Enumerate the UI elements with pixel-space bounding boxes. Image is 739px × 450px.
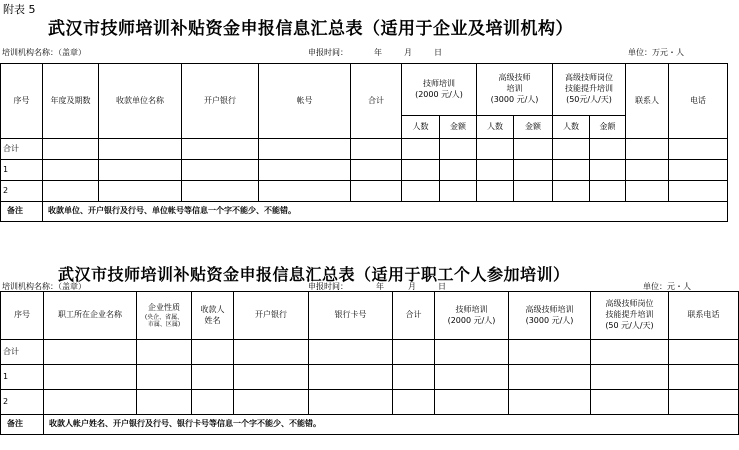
cell[interactable] [509,365,591,390]
cell[interactable] [669,365,739,390]
cell[interactable] [182,139,259,160]
cell[interactable] [99,181,182,202]
cell[interactable] [137,365,192,390]
cell[interactable] [590,160,626,181]
cell[interactable] [440,181,477,202]
table-row [1,365,739,390]
form2-row-label: 2 [1,390,44,415]
cell[interactable] [514,139,553,160]
cell[interactable] [477,139,514,160]
form2-skill-line3: (50 元/人/天) [605,320,654,330]
form2-technician-line2: (2000 元/人) [447,315,496,325]
form2-nature-line1: 企业性质 [148,302,180,312]
cell[interactable] [137,390,192,415]
cell[interactable] [99,139,182,160]
form2-day: 日 [438,282,446,291]
form1-header-bank: 开户银行 [182,64,259,139]
cell[interactable] [309,390,393,415]
cell[interactable] [553,160,590,181]
cell[interactable] [393,365,435,390]
form2-note-text: 收款人帐户姓名、开户银行及行号、银行卡号等信息一个字不能少、不能错。 [44,415,739,435]
form1-row-label: 合计 [1,139,43,160]
form2-header-senior [509,292,591,340]
form2-senior-line1: 高级技师培训 [525,304,574,314]
table-row [1,160,728,181]
cell[interactable] [626,139,669,160]
form1-header-senior [477,64,553,116]
form1-skill-count: 人数 [553,116,590,139]
cell[interactable] [234,365,309,390]
cell[interactable] [669,139,728,160]
cell[interactable] [234,340,309,365]
cell[interactable] [192,365,234,390]
cell[interactable] [435,340,509,365]
form2-skill-line2: 技能提升培训 [605,310,654,320]
form2-technician-line1: 技师培训 [455,304,488,314]
form2-header-card: 银行卡号 [309,292,393,340]
form2-title: 武汉市技师培训补贴资金申报信息汇总表（适用于职工个人参加培训） [58,265,570,284]
appendix-label: 附表 5 [3,3,36,16]
cell[interactable] [440,160,477,181]
cell[interactable] [99,160,182,181]
form1-senior-line3: (3000 元/人) [490,94,539,104]
form1-senior-amount: 金额 [514,116,553,139]
form1-skill-line3: (50元/人/天) [566,94,612,104]
form2-payee-line2: 姓名 [204,315,221,325]
table-row [1,340,739,365]
form2-month: 月 [408,282,416,291]
form1-senior-count: 人数 [477,116,514,139]
form1-month: 月 [404,48,412,57]
cell[interactable] [514,160,553,181]
form2-date-label: 申报时间： [308,282,348,291]
cell[interactable] [259,160,351,181]
cell[interactable] [477,160,514,181]
cell[interactable] [182,160,259,181]
cell[interactable] [259,181,351,202]
form1-skill-amount: 金额 [590,116,626,139]
form2-header-nature [137,292,192,340]
cell[interactable] [43,139,99,160]
cell[interactable] [590,181,626,202]
form1-unit: 单位：万元・人 [628,48,684,57]
form2-row-label: 合计 [1,340,44,365]
cell[interactable] [669,181,728,202]
form1-year: 年 [374,48,382,57]
cell[interactable] [393,390,435,415]
cell[interactable] [626,181,669,202]
cell[interactable] [259,139,351,160]
form2-nature-sub2: 市属、区属) [147,320,181,328]
form1-table [0,63,728,222]
cell[interactable] [669,160,728,181]
form2-header-payee [192,292,234,340]
form2-row-label: 1 [1,365,44,390]
form2-note-label: 备注 [1,415,44,435]
form2-skill-line1: 高级技师岗位 [605,299,654,309]
cell[interactable] [591,340,669,365]
form2-header-phone: 联系电话 [669,292,739,340]
cell[interactable] [192,390,234,415]
form1-header-total: 合计 [351,64,402,139]
form2-nature-sub1: (央企、省属、 [144,313,184,321]
form1-org-label: 培训机构名称：（盖章） [2,48,86,57]
cell[interactable] [351,160,402,181]
cell[interactable] [309,340,393,365]
form2-unit: 单位：元・人 [643,282,691,291]
form1-date-label: 申报时间： [308,48,348,57]
form1-senior-line2: 培训 [506,84,523,94]
form1-day: 日 [434,48,442,57]
cell[interactable] [477,181,514,202]
form2-header-total: 合计 [393,292,435,340]
form2-header-company: 职工所在企业名称 [44,292,137,340]
cell[interactable] [309,365,393,390]
cell[interactable] [351,139,402,160]
form1-tech-count: 人数 [402,116,440,139]
cell[interactable] [43,160,99,181]
form1-technician-line1: 技师培训 [423,78,455,88]
cell[interactable] [192,340,234,365]
form1-header-phone: 电话 [669,64,728,139]
form2-payee-line1: 收款人 [200,304,225,314]
form2-table [0,291,739,435]
cell[interactable] [669,390,739,415]
cell[interactable] [44,390,137,415]
cell[interactable] [137,340,192,365]
cell[interactable] [509,340,591,365]
cell[interactable] [435,390,509,415]
cell[interactable] [669,340,739,365]
form2-header-skill [591,292,669,340]
cell[interactable] [393,340,435,365]
form1-senior-line1: 高级技师 [498,73,531,83]
form1-technician-line2: (2000 元/人) [415,89,463,99]
cell[interactable] [43,181,99,202]
cell[interactable] [590,139,626,160]
form1-note-label: 备注 [1,202,43,222]
form1-row-label: 1 [1,160,43,181]
cell[interactable] [509,390,591,415]
cell[interactable] [234,390,309,415]
form2-header-seq: 序号 [1,292,44,340]
cell[interactable] [553,181,590,202]
cell[interactable] [626,160,669,181]
form1-header-skill [553,64,626,116]
cell[interactable] [402,181,440,202]
form1-row-label: 2 [1,181,43,202]
cell[interactable] [553,139,590,160]
form1-title: 武汉市技师培训补贴资金申报信息汇总表（适用于企业及培训机构） [48,19,573,39]
form1-header-technician [402,64,477,116]
form1-header-contact: 联系人 [626,64,669,139]
form1-tech-amount: 金额 [440,116,477,139]
form2-header-technician [435,292,509,340]
cell[interactable] [440,139,477,160]
cell[interactable] [591,390,669,415]
cell[interactable] [44,365,137,390]
table-row [1,390,739,415]
cell[interactable] [514,181,553,202]
cell[interactable] [44,340,137,365]
form2-senior-line2: (3000 元/人) [525,315,574,325]
cell[interactable] [435,365,509,390]
form2-org-label: 培训机构名称：（盖章） [2,282,86,291]
cell[interactable] [402,139,440,160]
cell[interactable] [402,160,440,181]
cell[interactable] [351,181,402,202]
form1-skill-line2: 技能提升培训 [565,84,613,94]
form1-header-account: 帐号 [259,64,351,139]
form2-header-bank: 开户银行 [234,292,309,340]
form1-note-text: 收款单位、开户银行及行号、单位帐号等信息一个字不能少、不能错。 [43,202,728,222]
cell[interactable] [591,365,669,390]
form1-header-payee: 收款单位名称 [99,64,182,139]
form2-year: 年 [376,282,384,291]
form1-header-period: 年度及期数 [43,64,99,139]
table-row [1,139,728,160]
cell[interactable] [182,181,259,202]
form1-header-seq: 序号 [1,64,43,139]
table-row [1,181,728,202]
form1-skill-line1: 高级技师岗位 [565,73,613,83]
